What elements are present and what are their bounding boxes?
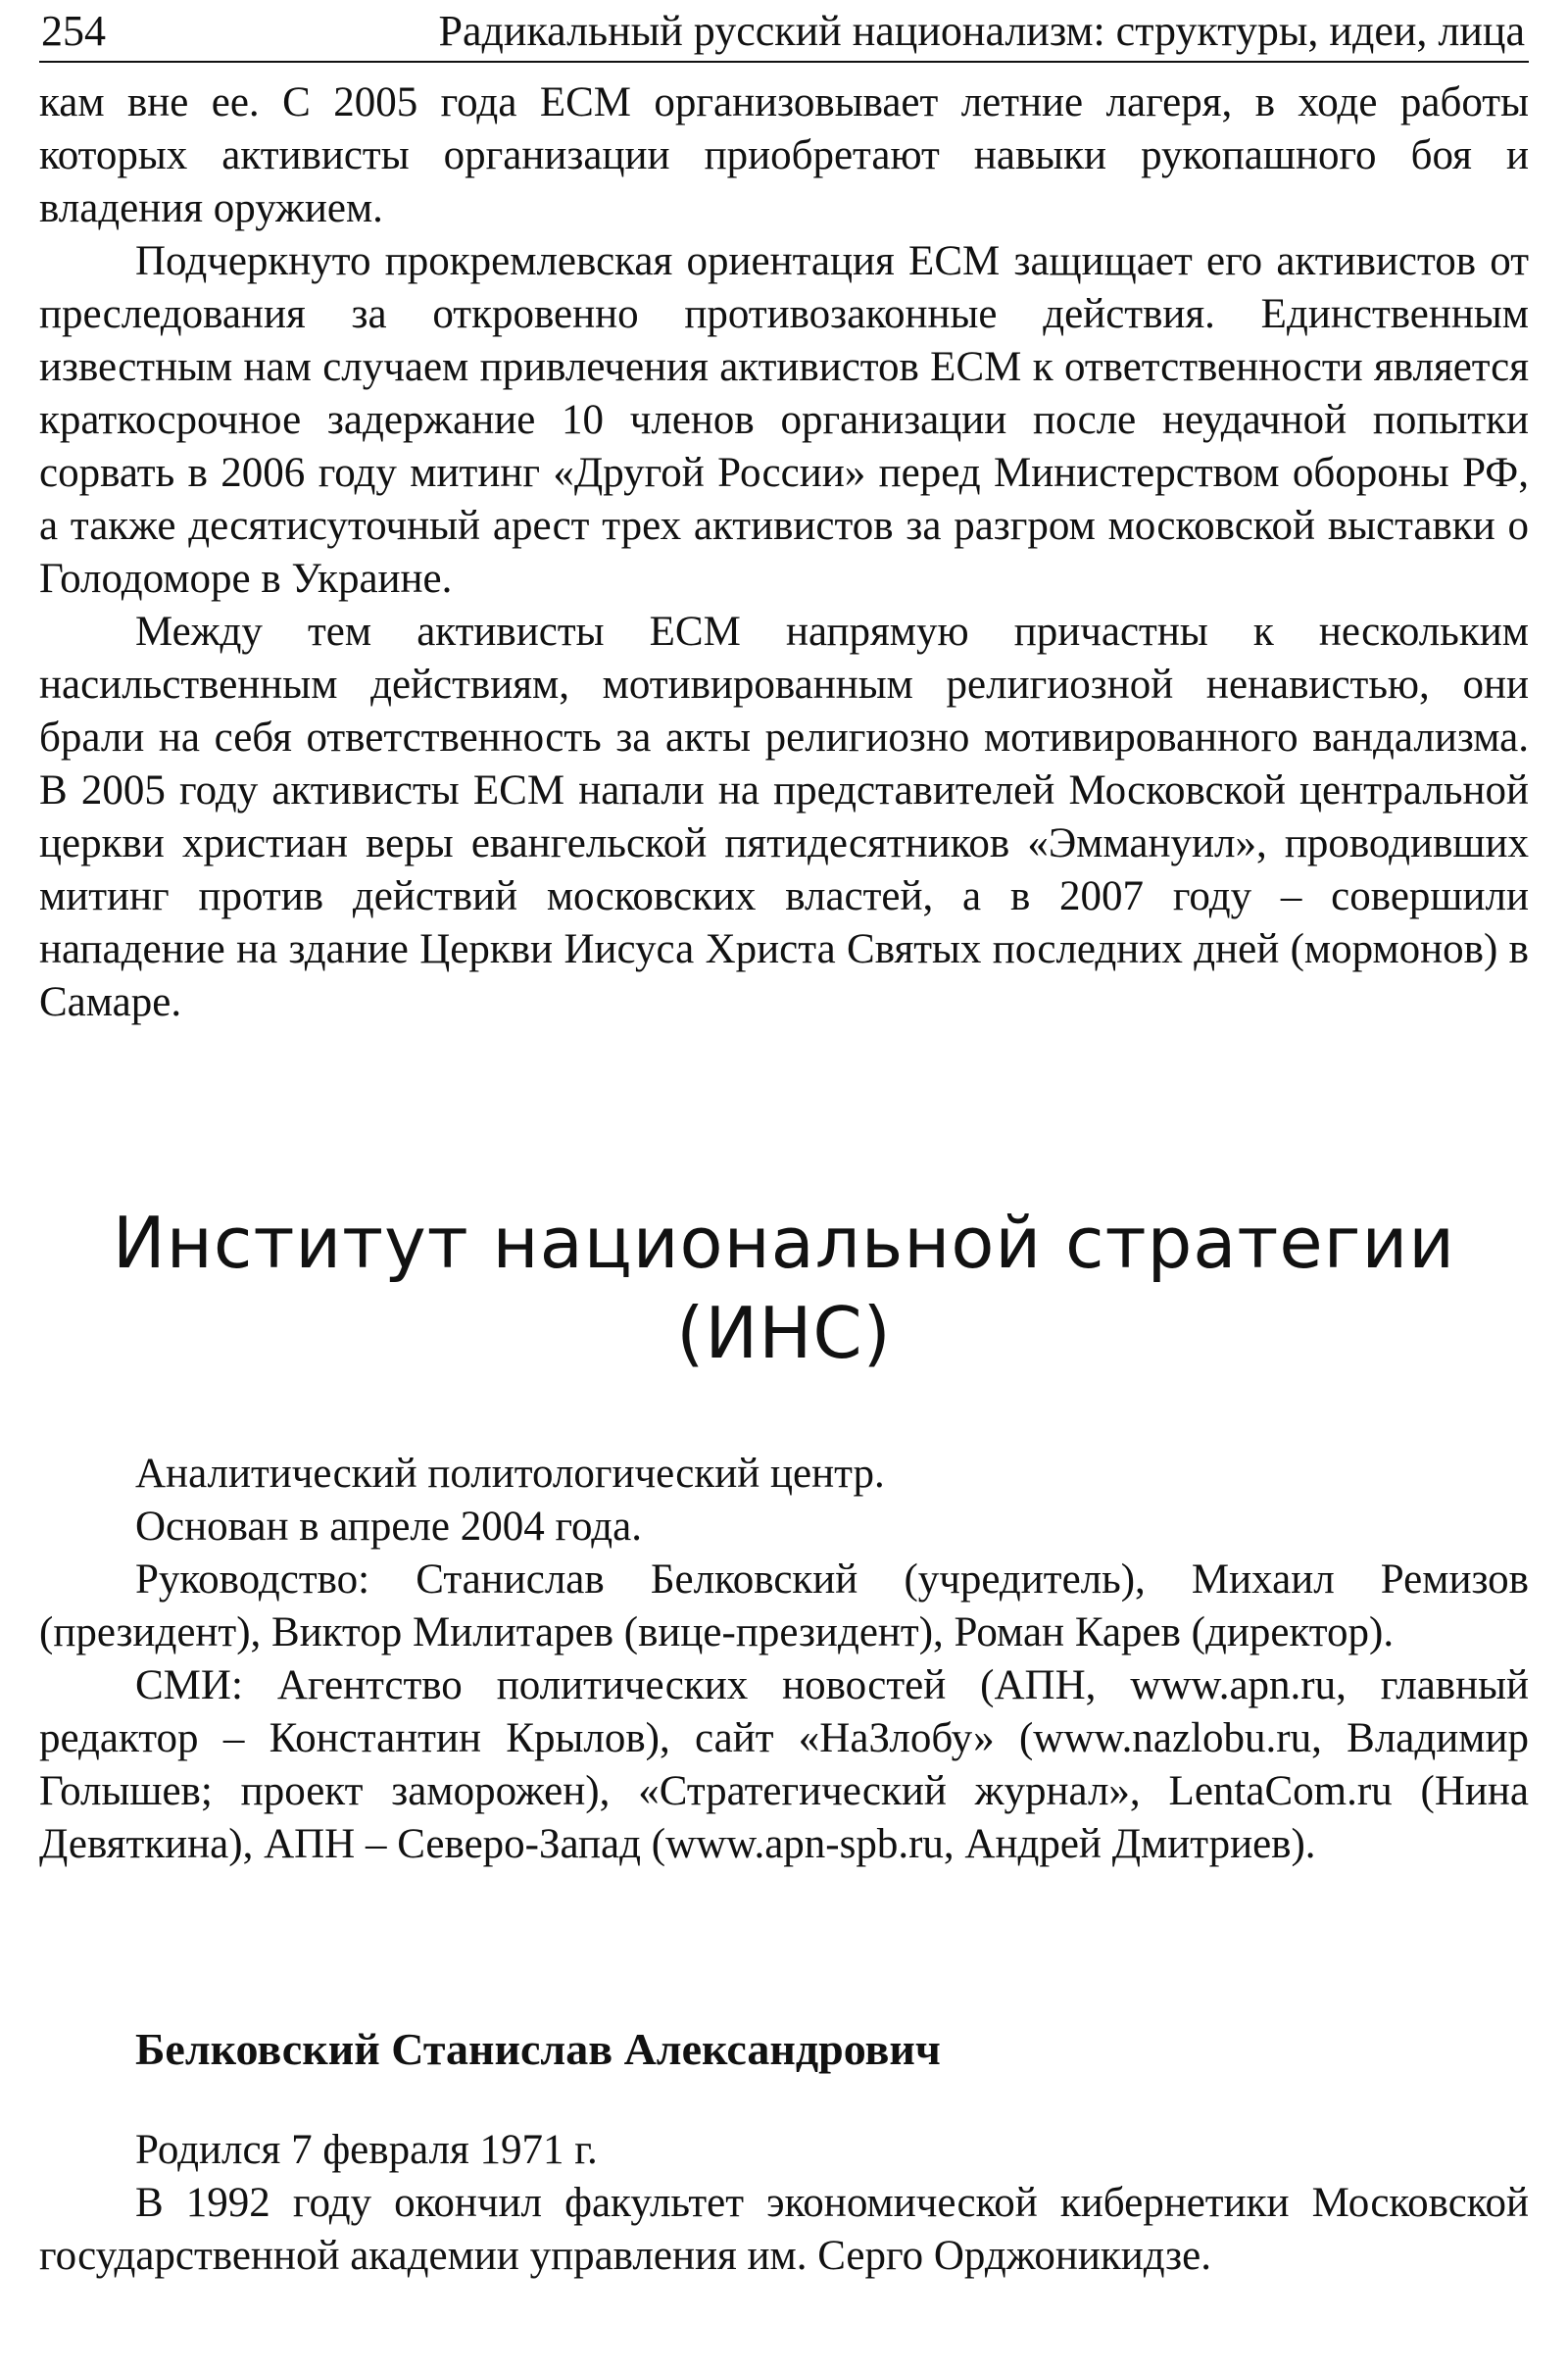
- bio-education: В 1992 году окончил факультет экономической кибернетики Московской государственной академии управления им. Серго Орджоникидзе.: [39, 2180, 1529, 2279]
- section-title: [39, 1198, 1529, 1378]
- person-name-heading: Белковский Станислав Александрович: [135, 2024, 941, 2074]
- info-media: СМИ: Агентство политических новостей (АПН, www.apn.ru, главный редактор – Константин Крылов), сайт «НаЗлобу» (www.nazlobu.ru, Владимир Голышев; проект заморожен), «Стратегический журнал», LentaCom.ru (Нина Девяткина), АПН – Северо-Запад (www.apn-spb.ru, Андрей Дмитриев).: [39, 1662, 1529, 1867]
- paragraph-esm-violence: Между тем активисты ЕСМ напрямую причастны к нескольким насильственным действиям, мотивированным религиозной ненавистью, они брали на себя ответственность за акты религиозно мотивированного вандализма. В 2005 году активисты ЕСМ напали на представителей Московской центральной церкви христиан веры евангельской пятидесятников «Эммануил», проводивших митинг против действий московских властей, а в 2007 году – совершили нападение на здание Церкви Иисуса Христа Святых последних дней (мормонов) в Самаре.: [39, 609, 1529, 1025]
- paragraph-continuation: кам вне ее. С 2005 года ЕСМ организовывает летние лагеря, в ходе работы которых активисты организации приобретают навыки рукопашного боя и владения оружием.: [39, 79, 1529, 231]
- section-info: [39, 1448, 1529, 1871]
- page-number: 254: [41, 7, 106, 55]
- info-type: Аналитический политологический центр.: [135, 1451, 885, 1497]
- book-page: [39, 0, 1529, 2370]
- section-title-line1: Институт национальной стратегии: [112, 1202, 1456, 1284]
- info-founded: Основан в апреле 2004 года.: [135, 1504, 642, 1550]
- section-title-line2: (ИНС): [676, 1292, 892, 1374]
- page-header: [39, 0, 1529, 63]
- person-bio: [39, 2124, 1529, 2283]
- body-text-top: [39, 76, 1529, 1029]
- info-leadership: Руководство: Станислав Белковский (учредитель), Михаил Ремизов (президент), Виктор Милитарев (вице-президент), Роман Карев (директор).: [39, 1556, 1529, 1655]
- paragraph-esm-protection: Подчеркнуто прокремлевская ориентация ЕСМ защищает его активистов от преследования за откровенно противозаконные действия. Единственным известным нам случаем привлечения активистов ЕСМ к ответственности является краткосрочное задержание 10 членов организации после неудачной попытки сорвать в 2006 году митинг «Другой России» перед Министерством обороны РФ, а также десятисуточный арест трех активистов за разгром московской выставки о Голодоморе в Украине.: [39, 238, 1529, 602]
- bio-birth: Родился 7 февраля 1971 г.: [135, 2127, 598, 2173]
- running-title: Радикальный русский национализм: структуры, идеи, лица: [438, 7, 1525, 55]
